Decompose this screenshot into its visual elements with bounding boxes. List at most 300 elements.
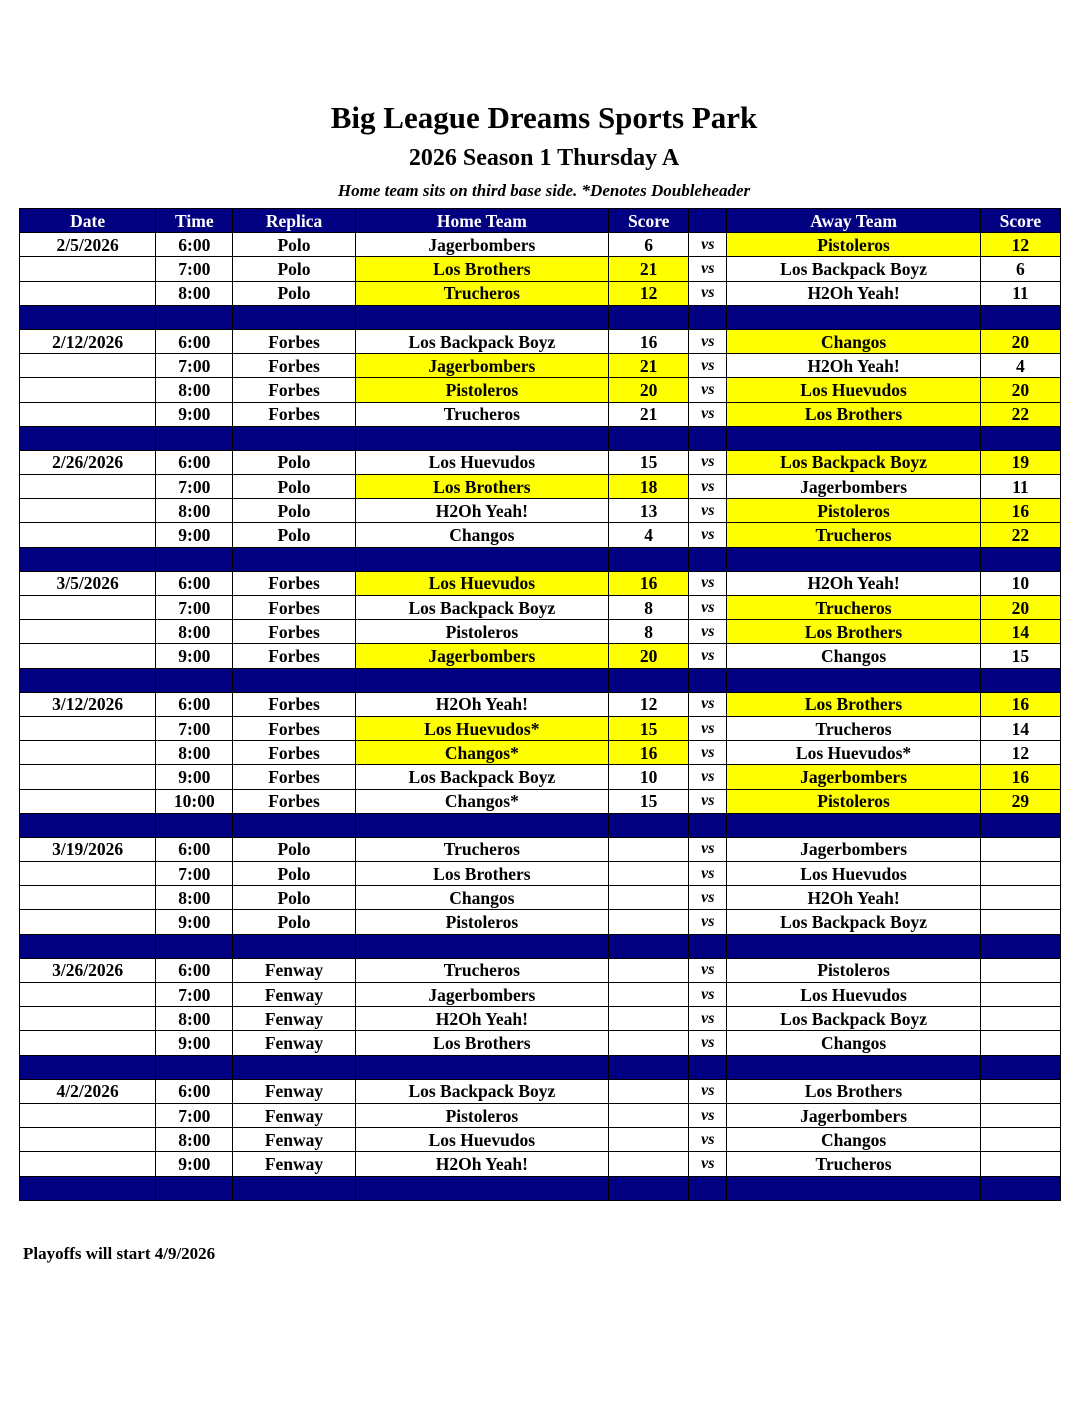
away-team-cell: Los Brothers <box>727 402 980 426</box>
table-row <box>20 958 1061 982</box>
home-score-cell <box>609 1152 689 1176</box>
table-row <box>20 765 1061 789</box>
away-team-cell: Trucheros <box>727 523 980 547</box>
away-score-cell: 10 <box>980 571 1060 595</box>
home-score-cell: 12 <box>609 692 689 716</box>
time-cell: 7:00 <box>156 983 233 1007</box>
date-cell <box>20 281 156 305</box>
date-cell <box>20 789 156 813</box>
separator-cell <box>20 1176 156 1200</box>
away-team-cell: Los Backpack Boyz <box>727 450 980 474</box>
away-team-cell: H2Oh Yeah! <box>727 281 980 305</box>
vs-cell: vs <box>689 1103 727 1127</box>
separator-cell <box>727 1055 980 1079</box>
separator-cell <box>609 668 689 692</box>
replica-cell: Polo <box>233 837 355 861</box>
home-team-cell: Los Huevudos <box>355 571 608 595</box>
time-cell: 8:00 <box>156 378 233 402</box>
time-cell: 7:00 <box>156 1103 233 1127</box>
time-cell: 6:00 <box>156 1079 233 1103</box>
home-team-cell: Trucheros <box>355 281 608 305</box>
separator-cell <box>727 305 980 329</box>
home-team-cell: Los Brothers <box>355 257 608 281</box>
separator-cell <box>355 547 608 571</box>
date-cell: 3/12/2026 <box>20 692 156 716</box>
vs-cell: vs <box>689 886 727 910</box>
time-cell: 7:00 <box>156 716 233 740</box>
replica-cell: Polo <box>233 523 355 547</box>
separator-cell <box>609 1055 689 1079</box>
table-row <box>20 378 1061 402</box>
time-cell: 9:00 <box>156 910 233 934</box>
home-score-cell <box>609 1031 689 1055</box>
home-score-cell: 12 <box>609 281 689 305</box>
separator-cell <box>20 305 156 329</box>
home-team-cell: Jagerbombers <box>355 354 608 378</box>
separator-cell <box>609 305 689 329</box>
date-cell <box>20 257 156 281</box>
vs-cell: vs <box>689 1031 727 1055</box>
vs-cell: vs <box>689 354 727 378</box>
away-score-cell: 15 <box>980 644 1060 668</box>
separator-cell <box>355 1055 608 1079</box>
vs-cell: vs <box>689 958 727 982</box>
separator-cell <box>727 547 980 571</box>
vs-cell: vs <box>689 450 727 474</box>
away-score-cell <box>980 1152 1060 1176</box>
vs-cell: vs <box>689 596 727 620</box>
separator-cell <box>156 426 233 450</box>
vs-cell: vs <box>689 644 727 668</box>
away-score-cell: 4 <box>980 354 1060 378</box>
vs-cell: vs <box>689 765 727 789</box>
vs-cell: vs <box>689 378 727 402</box>
week-separator-row <box>20 668 1061 692</box>
separator-cell <box>980 1176 1060 1200</box>
separator-cell <box>689 426 727 450</box>
away-score-cell <box>980 862 1060 886</box>
home-team-cell: Trucheros <box>355 402 608 426</box>
home-score-cell: 20 <box>609 378 689 402</box>
separator-cell <box>980 668 1060 692</box>
date-cell <box>20 1103 156 1127</box>
time-cell: 6:00 <box>156 450 233 474</box>
vs-cell: vs <box>689 523 727 547</box>
away-score-cell: 12 <box>980 233 1060 257</box>
away-team-cell: Changos <box>727 1128 980 1152</box>
replica-cell: Fenway <box>233 1079 355 1103</box>
vs-cell: vs <box>689 741 727 765</box>
table-row <box>20 281 1061 305</box>
date-cell: 3/5/2026 <box>20 571 156 595</box>
replica-cell: Forbes <box>233 571 355 595</box>
separator-cell <box>233 668 355 692</box>
separator-cell <box>156 668 233 692</box>
home-team-cell: Los Huevudos <box>355 450 608 474</box>
date-cell <box>20 596 156 620</box>
vs-cell: vs <box>689 1128 727 1152</box>
date-cell <box>20 402 156 426</box>
date-cell: 4/2/2026 <box>20 1079 156 1103</box>
vs-cell: vs <box>689 402 727 426</box>
home-team-cell: Pistoleros <box>355 910 608 934</box>
home-team-cell: Los Backpack Boyz <box>355 329 608 353</box>
replica-cell: Polo <box>233 281 355 305</box>
home-team-cell: Los Huevudos <box>355 1128 608 1152</box>
away-score-cell <box>980 1103 1060 1127</box>
col-header-away-team: Away Team <box>727 209 980 233</box>
replica-cell: Fenway <box>233 1103 355 1127</box>
away-score-cell: 6 <box>980 257 1060 281</box>
time-cell: 9:00 <box>156 644 233 668</box>
table-row <box>20 354 1061 378</box>
home-score-cell: 20 <box>609 644 689 668</box>
date-cell <box>20 354 156 378</box>
separator-cell <box>20 1055 156 1079</box>
home-score-cell <box>609 1079 689 1103</box>
away-score-cell: 29 <box>980 789 1060 813</box>
away-score-cell: 12 <box>980 741 1060 765</box>
away-score-cell: 22 <box>980 523 1060 547</box>
separator-cell <box>156 813 233 837</box>
time-cell: 9:00 <box>156 765 233 789</box>
vs-cell: vs <box>689 789 727 813</box>
replica-cell: Forbes <box>233 354 355 378</box>
time-cell: 6:00 <box>156 692 233 716</box>
away-score-cell: 20 <box>980 329 1060 353</box>
home-team-cell: Los Brothers <box>355 862 608 886</box>
home-score-cell <box>609 862 689 886</box>
date-cell <box>20 716 156 740</box>
home-score-cell <box>609 1103 689 1127</box>
replica-cell: Forbes <box>233 716 355 740</box>
separator-cell <box>727 934 980 958</box>
replica-cell: Fenway <box>233 1031 355 1055</box>
time-cell: 10:00 <box>156 789 233 813</box>
away-team-cell: Trucheros <box>727 596 980 620</box>
date-cell: 2/12/2026 <box>20 329 156 353</box>
home-team-cell: Changos <box>355 523 608 547</box>
table-row <box>20 789 1061 813</box>
home-team-cell: Jagerbombers <box>355 644 608 668</box>
separator-cell <box>609 813 689 837</box>
vs-cell: vs <box>689 233 727 257</box>
week-separator-row <box>20 1176 1061 1200</box>
home-score-cell: 21 <box>609 257 689 281</box>
separator-cell <box>156 305 233 329</box>
separator-cell <box>980 813 1060 837</box>
replica-cell: Fenway <box>233 983 355 1007</box>
table-row <box>20 1079 1061 1103</box>
vs-cell: vs <box>689 862 727 886</box>
vs-cell: vs <box>689 499 727 523</box>
separator-cell <box>355 305 608 329</box>
replica-cell: Forbes <box>233 378 355 402</box>
date-cell <box>20 499 156 523</box>
away-score-cell: 22 <box>980 402 1060 426</box>
time-cell: 7:00 <box>156 354 233 378</box>
away-team-cell: Los Brothers <box>727 692 980 716</box>
table-row <box>20 1103 1061 1127</box>
home-team-cell: H2Oh Yeah! <box>355 692 608 716</box>
vs-cell: vs <box>689 910 727 934</box>
date-cell <box>20 886 156 910</box>
separator-cell <box>233 305 355 329</box>
vs-cell: vs <box>689 329 727 353</box>
separator-cell <box>980 426 1060 450</box>
time-cell: 6:00 <box>156 233 233 257</box>
separator-cell <box>980 547 1060 571</box>
date-cell <box>20 1128 156 1152</box>
date-cell <box>20 523 156 547</box>
home-score-cell: 8 <box>609 620 689 644</box>
away-team-cell: Pistoleros <box>727 789 980 813</box>
replica-cell: Fenway <box>233 1128 355 1152</box>
separator-cell <box>20 813 156 837</box>
date-cell: 3/26/2026 <box>20 958 156 982</box>
time-cell: 6:00 <box>156 837 233 861</box>
col-header-away-score: Score <box>980 209 1060 233</box>
away-score-cell: 11 <box>980 475 1060 499</box>
replica-cell: Polo <box>233 233 355 257</box>
home-score-cell: 15 <box>609 450 689 474</box>
away-score-cell: 19 <box>980 450 1060 474</box>
separator-cell <box>689 1055 727 1079</box>
away-team-cell: Changos <box>727 329 980 353</box>
home-score-cell: 13 <box>609 499 689 523</box>
date-cell <box>20 644 156 668</box>
home-score-cell: 15 <box>609 789 689 813</box>
home-team-cell: Changos* <box>355 741 608 765</box>
away-score-cell: 14 <box>980 716 1060 740</box>
separator-cell <box>355 813 608 837</box>
date-cell <box>20 1031 156 1055</box>
separator-cell <box>689 305 727 329</box>
separator-cell <box>609 934 689 958</box>
replica-cell: Forbes <box>233 692 355 716</box>
away-team-cell: Jagerbombers <box>727 837 980 861</box>
schedule-table <box>19 208 1061 1201</box>
date-cell: 3/19/2026 <box>20 837 156 861</box>
date-cell: 2/26/2026 <box>20 450 156 474</box>
table-row <box>20 692 1061 716</box>
away-team-cell: Los Huevudos <box>727 378 980 402</box>
separator-cell <box>689 547 727 571</box>
replica-cell: Fenway <box>233 958 355 982</box>
date-cell <box>20 620 156 644</box>
week-separator-row <box>20 426 1061 450</box>
separator-cell <box>689 1176 727 1200</box>
home-score-cell <box>609 958 689 982</box>
table-row <box>20 910 1061 934</box>
time-cell: 8:00 <box>156 886 233 910</box>
vs-cell: vs <box>689 257 727 281</box>
separator-cell <box>980 305 1060 329</box>
away-team-cell: Changos <box>727 1031 980 1055</box>
home-team-cell: Los Backpack Boyz <box>355 596 608 620</box>
time-cell: 9:00 <box>156 402 233 426</box>
home-score-cell <box>609 1007 689 1031</box>
vs-cell: vs <box>689 281 727 305</box>
home-score-cell <box>609 1128 689 1152</box>
separator-cell <box>156 1176 233 1200</box>
time-cell: 8:00 <box>156 1007 233 1031</box>
table-row <box>20 523 1061 547</box>
time-cell: 7:00 <box>156 257 233 281</box>
away-team-cell: Los Brothers <box>727 1079 980 1103</box>
away-team-cell: Pistoleros <box>727 499 980 523</box>
date-cell: 2/5/2026 <box>20 233 156 257</box>
away-score-cell <box>980 1007 1060 1031</box>
home-team-cell: Los Brothers <box>355 475 608 499</box>
replica-cell: Forbes <box>233 644 355 668</box>
time-cell: 9:00 <box>156 1152 233 1176</box>
home-team-cell: Changos* <box>355 789 608 813</box>
home-score-cell: 16 <box>609 571 689 595</box>
away-team-cell: Los Backpack Boyz <box>727 910 980 934</box>
vs-cell: vs <box>689 475 727 499</box>
col-header-replica: Replica <box>233 209 355 233</box>
separator-cell <box>689 934 727 958</box>
away-team-cell: H2Oh Yeah! <box>727 571 980 595</box>
away-score-cell: 14 <box>980 620 1060 644</box>
away-team-cell: Los Brothers <box>727 620 980 644</box>
separator-cell <box>233 1055 355 1079</box>
home-team-cell: H2Oh Yeah! <box>355 1007 608 1031</box>
table-row <box>20 1007 1061 1031</box>
table-row <box>20 450 1061 474</box>
away-score-cell <box>980 886 1060 910</box>
home-score-cell: 4 <box>609 523 689 547</box>
away-team-cell: Jagerbombers <box>727 765 980 789</box>
away-score-cell <box>980 910 1060 934</box>
date-cell <box>20 765 156 789</box>
date-cell <box>20 741 156 765</box>
away-team-cell: Jagerbombers <box>727 1103 980 1127</box>
vs-cell: vs <box>689 1079 727 1103</box>
away-score-cell: 20 <box>980 596 1060 620</box>
time-cell: 6:00 <box>156 958 233 982</box>
separator-cell <box>156 934 233 958</box>
vs-cell: vs <box>689 716 727 740</box>
separator-cell <box>609 426 689 450</box>
vs-cell: vs <box>689 837 727 861</box>
home-team-cell: Los Brothers <box>355 1031 608 1055</box>
away-score-cell: 20 <box>980 378 1060 402</box>
away-score-cell: 16 <box>980 499 1060 523</box>
away-team-cell: Los Backpack Boyz <box>727 1007 980 1031</box>
table-row <box>20 886 1061 910</box>
schedule-body <box>20 233 1061 1201</box>
home-team-cell: Trucheros <box>355 837 608 861</box>
date-cell <box>20 862 156 886</box>
home-team-cell: Los Backpack Boyz <box>355 765 608 789</box>
time-cell: 8:00 <box>156 499 233 523</box>
replica-cell: Polo <box>233 257 355 281</box>
table-row <box>20 741 1061 765</box>
separator-cell <box>727 813 980 837</box>
replica-cell: Polo <box>233 475 355 499</box>
away-team-cell: Changos <box>727 644 980 668</box>
replica-cell: Fenway <box>233 1152 355 1176</box>
table-row <box>20 571 1061 595</box>
time-cell: 6:00 <box>156 571 233 595</box>
table-row <box>20 499 1061 523</box>
replica-cell: Forbes <box>233 620 355 644</box>
home-score-cell: 8 <box>609 596 689 620</box>
replica-cell: Polo <box>233 862 355 886</box>
separator-cell <box>980 934 1060 958</box>
separator-cell <box>20 668 156 692</box>
away-team-cell: Pistoleros <box>727 233 980 257</box>
home-team-cell: Los Backpack Boyz <box>355 1079 608 1103</box>
separator-cell <box>689 813 727 837</box>
col-header-date: Date <box>20 209 156 233</box>
replica-cell: Forbes <box>233 402 355 426</box>
replica-cell: Forbes <box>233 741 355 765</box>
separator-cell <box>609 1176 689 1200</box>
vs-cell: vs <box>689 1152 727 1176</box>
col-header-vs <box>689 209 727 233</box>
separator-cell <box>727 1176 980 1200</box>
separator-cell <box>20 934 156 958</box>
home-score-cell: 21 <box>609 354 689 378</box>
away-score-cell <box>980 1128 1060 1152</box>
date-cell <box>20 1152 156 1176</box>
home-team-cell: H2Oh Yeah! <box>355 1152 608 1176</box>
date-cell <box>20 475 156 499</box>
time-cell: 9:00 <box>156 1031 233 1055</box>
table-row <box>20 329 1061 353</box>
table-row <box>20 1031 1061 1055</box>
vs-cell: vs <box>689 983 727 1007</box>
away-score-cell: 16 <box>980 765 1060 789</box>
home-team-cell: Pistoleros <box>355 378 608 402</box>
week-separator-row <box>20 1055 1061 1079</box>
separator-cell <box>233 934 355 958</box>
home-score-cell <box>609 886 689 910</box>
date-cell <box>20 983 156 1007</box>
separator-cell <box>609 547 689 571</box>
separator-cell <box>233 813 355 837</box>
replica-cell: Polo <box>233 910 355 934</box>
page-title: Big League Dreams Sports Park <box>330 100 758 135</box>
col-header-home-score: Score <box>609 209 689 233</box>
separator-cell <box>233 1176 355 1200</box>
table-header-row <box>20 209 1061 233</box>
time-cell: 8:00 <box>156 620 233 644</box>
home-team-cell: Jagerbombers <box>355 983 608 1007</box>
home-score-cell <box>609 910 689 934</box>
time-cell: 7:00 <box>156 596 233 620</box>
table-row <box>20 620 1061 644</box>
away-team-cell: Trucheros <box>727 1152 980 1176</box>
home-score-cell: 18 <box>609 475 689 499</box>
home-score-cell: 16 <box>609 329 689 353</box>
home-score-cell: 15 <box>609 716 689 740</box>
playoffs-note: Playoffs will start 4/9/2026 <box>23 1244 216 1263</box>
replica-cell: Polo <box>233 886 355 910</box>
away-team-cell: Trucheros <box>727 716 980 740</box>
vs-cell: vs <box>689 692 727 716</box>
separator-cell <box>727 668 980 692</box>
separator-cell <box>156 1055 233 1079</box>
date-cell <box>20 910 156 934</box>
date-cell <box>20 378 156 402</box>
header-note: Home team sits on third base side. *Denotes Doubleheader <box>337 181 751 200</box>
separator-cell <box>20 547 156 571</box>
replica-cell: Fenway <box>233 1007 355 1031</box>
